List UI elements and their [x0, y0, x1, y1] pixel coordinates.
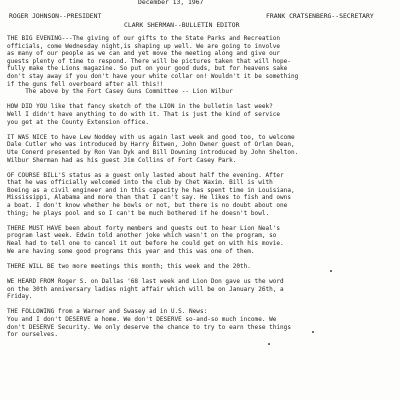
text-line: program last week. Edwin told another joke which wasn't on the program, so — [7, 232, 277, 240]
text-line: for ourselves. — [7, 331, 58, 339]
text-line: officials, come Wednesday night,is shaping up well. We are going to involve — [7, 42, 281, 50]
text-line: The above by the Fort Casey Guns Committee -- Lion Wilbur — [7, 88, 233, 96]
text-line: Well I didn't have anything to do with it. That is just the kind of service — [7, 110, 281, 118]
paragraph — [7, 225, 399, 255]
text-line: as many of our people as we can and yet move the meeting along and give our — [7, 50, 281, 58]
paragraph-gap — [7, 270, 399, 278]
text-line: THE FOLLOWING from a Warner and Swasey ad in U.S. News: — [7, 308, 208, 316]
text-line: OF COURSE BILL'S status as a guest only lasted about half the evening. After — [7, 171, 284, 179]
text-line: THE BIG EVENING---The giving of our gifts to the State Parks and Recreation — [7, 35, 281, 42]
president-line: ROGER JOHNSON--PRESIDENT — [9, 12, 102, 20]
paper-speck — [312, 331, 314, 333]
text-line: guests plenty of time to respond. There will be pictures taken that will hope- — [7, 57, 291, 65]
text-line: THERE WILL BE two more meetings this month; this week and the 20th. — [7, 262, 251, 270]
paragraph — [7, 263, 399, 271]
text-line: don't DESERVE Security. We only deserve the chance to try to earn these things — [7, 323, 291, 331]
text-line: on the 30th anniversary ladies night affair which will be on January 26th, a — [7, 285, 284, 293]
text-line: don't stay away if you don't have your white collar on! Wouldn't it be something — [7, 72, 299, 80]
text-line: fully make the Lions magazine. So put on your good duds, but for heavens sake — [7, 65, 288, 73]
text-line: Wilbur Sherman had as his guest Jim Collins of Fort Casey Park. — [7, 156, 237, 164]
paragraph — [7, 35, 399, 96]
text-line: THERE MUST HAVE been about forty members and guests out to hear Lion Neal's — [7, 224, 281, 232]
secretary-line: FRANK CRATSENBERG--SECRETARY — [266, 12, 374, 20]
text-line: thing; he plays pool and so I can't be much bothered if he doesn't bowl. — [7, 209, 270, 217]
bulletin-date: December 13, 1967 — [138, 0, 204, 6]
paper-speck — [330, 270, 332, 272]
paragraph-gap — [7, 164, 399, 172]
paragraph-gap — [7, 255, 399, 263]
text-line: Ute Conerd presented by Ron Van Dyk and Bill Downing introduced by John Shelton. — [7, 148, 299, 156]
text-line: Dale Cutler who was introduced by Harry Bitwen, John Dwner guest of Orlan Dean, — [7, 141, 295, 149]
text-line: Neal had to tell one to cancel it out before he could get on with his movie. — [7, 240, 284, 248]
paragraph-gap — [7, 96, 399, 104]
text-line: IT WAS NICE to have Lew Noddey with us again last week and good too, to welcome — [7, 133, 295, 141]
text-line: You and I don't DESERVE a home. We don't DESERVE so-and-so much income. We — [7, 315, 277, 323]
text-line: that he was officially welcomed into the club by Chet Waxim. Bill is with — [7, 179, 273, 187]
text-line: Boeing as a civil engineer and in this capacity he has spent time in Louisiana, — [7, 186, 295, 194]
text-line: Friday. — [7, 293, 33, 301]
paragraph — [7, 308, 399, 338]
paragraph — [7, 134, 399, 164]
text-line: HOW DID YOU like that fancy sketch of the LION in the bulletin last week? — [7, 103, 273, 111]
paragraph — [7, 172, 399, 218]
editor-line: CLARK SHERMAN--BULLETIN EDITOR — [124, 21, 240, 29]
paragraph-gap — [7, 217, 399, 225]
paragraph-gap — [7, 301, 399, 309]
text-line: Mississippi, Alabama and more than that I can't say. He likes to fish and owns — [7, 194, 291, 202]
paragraph-gap — [7, 126, 399, 134]
paper-speck — [268, 343, 270, 345]
text-line: a boat. I don't know whether he bowls or not, but there is no doubt about one — [7, 202, 288, 210]
text-line: We are having some good programs this year and this was one of them. — [7, 247, 255, 255]
paragraph — [7, 278, 399, 301]
paragraph — [7, 103, 399, 126]
text-line: you get at the County Extension office. — [7, 118, 149, 126]
bulletin-body — [7, 35, 399, 339]
text-line: WE HEARD FROM Roger S. on Dallas '68 last week and Lion Don gave us the word — [7, 278, 284, 285]
text-line: if the guns fell overboard after all this!! — [7, 80, 164, 88]
